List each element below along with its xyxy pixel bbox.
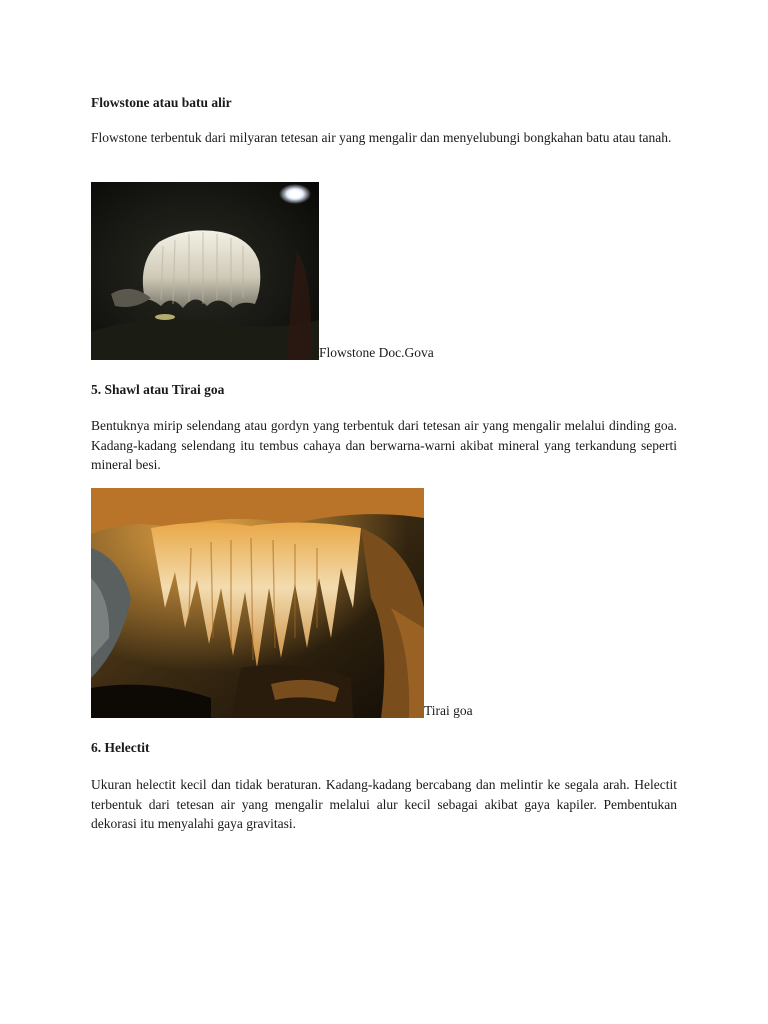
flowstone-photo bbox=[91, 182, 319, 360]
flowstone-caption: Flowstone Doc.Gova bbox=[319, 345, 434, 360]
flowstone-heading: Flowstone atau batu alir bbox=[91, 95, 232, 110]
flowstone-figure bbox=[91, 182, 434, 360]
helectit-paragraph: Ukuran helectit kecil dan tidak beraturan. Kadang-kadang bercabang dan melintir ke segala arah. Helectit terbentuk dari tetesan air yang mengalir melalui alur kecil sebagai akibat gaya kapiler. Pembentukan dekorasi itu menyalahi gaya gravitasi. bbox=[91, 777, 677, 831]
flowstone-paragraph: Flowstone terbentuk dari milyaran tetesan air yang mengalir dan menyelubungi bongkahan batu atau tanah. bbox=[91, 130, 672, 145]
shawl-paragraph: Bentuknya mirip selendang atau gordyn yang terbentuk dari tetesan air yang mengalir melalui dinding goa. Kadang-kadang selendang itu tembus cahaya dan berwarna-warni akibat mineral yang terkandung seperti mineral besi. bbox=[91, 418, 677, 472]
shawl-heading: 5. Shawl atau Tirai goa bbox=[91, 382, 225, 397]
tirai-goa-caption: Tirai goa bbox=[424, 703, 473, 718]
helectit-heading: 6. Helectit bbox=[91, 740, 150, 755]
shawl-figure bbox=[91, 488, 473, 718]
tirai-goa-photo bbox=[91, 488, 424, 718]
